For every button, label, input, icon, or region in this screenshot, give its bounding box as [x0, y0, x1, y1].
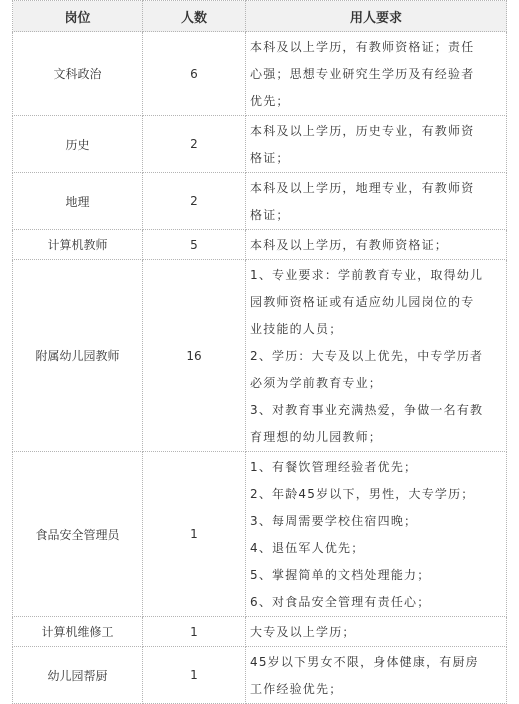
requirements-cell: [246, 452, 507, 617]
requirement-line: 本科及以上学历，有教师资格证；: [250, 238, 449, 252]
requirement-line: 1、有餐饮管理经验者优先；: [250, 460, 418, 474]
count-cell: 2: [143, 116, 246, 173]
table-row: [13, 173, 507, 230]
requirement-line: 3、每周需要学校住宿四晚；: [250, 514, 418, 528]
table-row: [13, 617, 507, 647]
requirement-line: 业技能的人员；: [250, 322, 343, 336]
header-requirements: 用人要求: [246, 1, 507, 32]
requirements-cell: [246, 32, 507, 116]
requirements-cell: [246, 230, 507, 260]
table-row: [13, 260, 507, 452]
requirement-line: 格证；: [250, 208, 290, 222]
requirement-line: 4、退伍军人优先；: [250, 541, 365, 555]
table-row: [13, 452, 507, 617]
requirement-line: 5、掌握简单的文档处理能力；: [250, 568, 431, 582]
requirements-cell: [246, 647, 507, 704]
requirement-line: 1、专业要求：学前教育专业，取得幼儿: [250, 268, 484, 282]
count-cell: 1: [143, 617, 246, 647]
position-cell: 地理: [13, 173, 143, 230]
requirements-cell: [246, 617, 507, 647]
position-cell: 计算机教师: [13, 230, 143, 260]
table-row: [13, 647, 507, 704]
requirement-line: 6、对食品安全管理有责任心；: [250, 595, 431, 609]
position-cell: 文科政治: [13, 32, 143, 116]
requirements-cell: [246, 260, 507, 452]
count-cell: 1: [143, 647, 246, 704]
count-cell: 6: [143, 32, 246, 116]
requirement-line: 本科及以上学历，地理专业，有教师资: [250, 181, 475, 195]
position-cell: 计算机维修工: [13, 617, 143, 647]
position-cell: 幼儿园帮厨: [13, 647, 143, 704]
requirement-line: 心强；思想专业研究生学历及有经验者: [250, 67, 475, 81]
table-row: [13, 32, 507, 116]
count-cell: 16: [143, 260, 246, 452]
requirement-line: 2、年龄45岁以下，男性，大专学历；: [250, 487, 475, 501]
requirements-cell: [246, 116, 507, 173]
position-cell: 附属幼儿园教师: [13, 260, 143, 452]
header-count: 人数: [143, 1, 246, 32]
requirement-line: 3、对教育事业充满热爱，争做一名有教: [250, 403, 484, 417]
requirement-line: 园教师资格证或有适应幼儿园岗位的专: [250, 295, 475, 309]
requirement-line: 45岁以下男女不限，身体健康，有厨房: [250, 655, 479, 669]
requirement-line: 本科及以上学历，有教师资格证；责任: [250, 40, 475, 54]
requirement-line: 育理想的幼儿园教师；: [250, 430, 383, 444]
header-position: 岗位: [13, 1, 143, 32]
table-header-row: [13, 1, 507, 32]
recruitment-table: [12, 0, 507, 704]
position-cell: 历史: [13, 116, 143, 173]
table-row: [13, 116, 507, 173]
requirement-line: 优先；: [250, 94, 290, 108]
requirement-line: 2、学历：大专及以上优先，中专学历者: [250, 349, 484, 363]
requirement-line: 大专及以上学历；: [250, 625, 356, 639]
requirement-line: 本科及以上学历，历史专业，有教师资: [250, 124, 475, 138]
count-cell: 5: [143, 230, 246, 260]
requirement-line: 工作经验优先；: [250, 682, 343, 696]
count-cell: 2: [143, 173, 246, 230]
position-cell: 食品安全管理员: [13, 452, 143, 617]
requirement-line: 格证；: [250, 151, 290, 165]
count-cell: 1: [143, 452, 246, 617]
requirement-line: 必须为学前教育专业；: [250, 376, 383, 390]
table-row: [13, 230, 507, 260]
requirements-cell: [246, 173, 507, 230]
